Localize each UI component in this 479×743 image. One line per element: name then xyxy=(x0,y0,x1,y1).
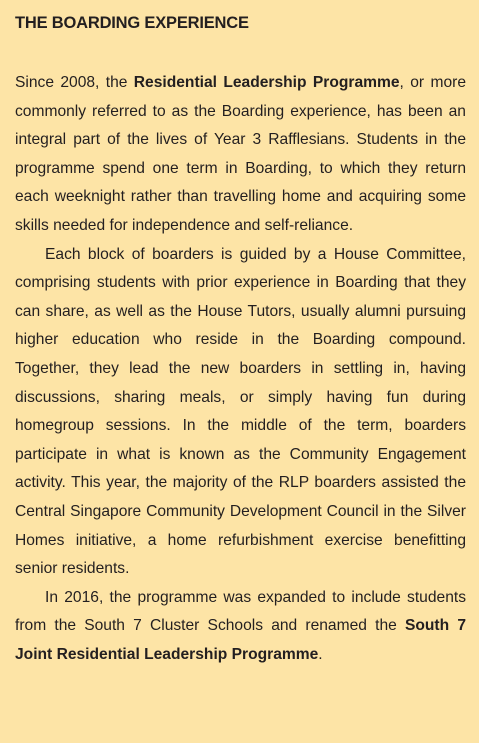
paragraph-expansion-lead: In 2016, the programme was expanded to include students from the South 7 Cluster Schools and renamed the xyxy=(15,588,466,635)
programme-name-emphasis: Residential Leadership Programme xyxy=(133,74,400,91)
section-heading: THE BOARDING EXPERIENCE xyxy=(15,14,249,32)
paragraph-intro xyxy=(15,69,466,241)
joint-programme-name-emphasis: South 7 Joint Residential Leadership Programme xyxy=(15,617,467,663)
paragraph-intro-rest: , or more commonly referred to as the Boarding experience, has been an integral part of the lives of Year 3 Rafflesians. Students in the programme spend one term in Boarding, to which they return each weeknight rather than travelling home and acquiring some skills needed for independence and self-reliance. xyxy=(15,74,466,234)
paragraph-house-committee: Each block of boarders is guided by a House Committee, comprising students with prior experience in Boarding that they can share, as well as the House Tutors, usually alumni pursuing higher education who reside in the Boarding compound. Together, they lead the new boarders in settling in, having discussions, sharing meals, or simply having fun during homegroup sessions. In the middle of the term, boarders participate in what is known as the Community Engagement activity. This year, the majority of the RLP boarders assisted the Central Singapore Community Development Council in the Silver Homes initiative, a home refurbishment exercise benefitting senior residents. xyxy=(15,245,466,578)
paragraph-expansion xyxy=(15,584,466,670)
paragraph-expansion-end: . xyxy=(318,645,323,663)
article-body xyxy=(15,69,466,669)
paragraph-intro-lead: Since 2008, the xyxy=(15,74,134,91)
